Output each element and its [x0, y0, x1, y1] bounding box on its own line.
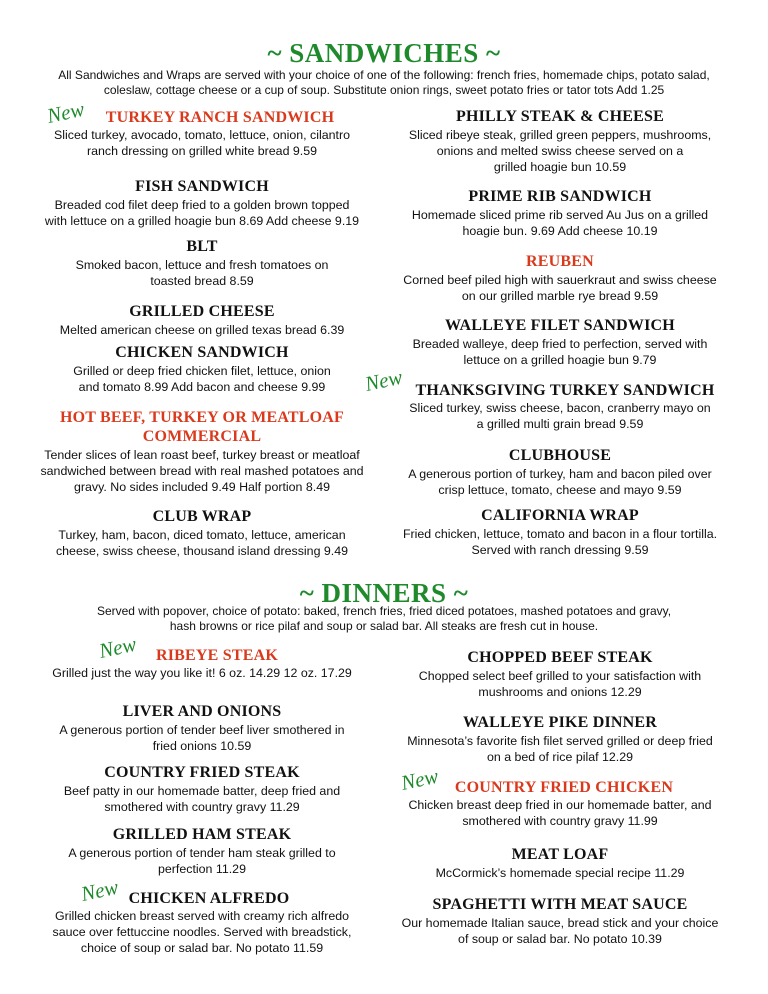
menu-item-spaghetti-meat-sauce: SPAGHETTI WITH MEAT SAUCE Our homemade Italian sauce, bread stick and your choice of soup or salad bar. No potato 10.39 [401, 896, 719, 946]
menu-item-walleye-pike-dinner: WALLEYE PIKE DINNER Minnesota’s favorite fish filet served grilled or deep fried on a bed of rice pilaf 12.29 [407, 714, 713, 764]
new-label: New [44, 96, 87, 129]
sandwiches-title: ~ SANDWICHES ~ [267, 38, 501, 68]
menu-item-country-fried-chicken: COUNTRY FRIED CHICKEN [454, 779, 674, 796]
menu-item-california-wrap: CALIFORNIA WRAP Fried chicken, lettuce, tomato and bacon in a flour tortilla. Served with ranch dressing 9.59 [402, 507, 718, 557]
menu-item-walleye-filet-sandwich: WALLEYE FILET SANDWICH Breaded walleye, deep fried to perfection, served with lettuce on a grilled hoagie bun 9.79 [412, 317, 708, 367]
menu-item-chopped-beef-steak: CHOPPED BEEF STEAK Chopped select beef grilled to your satisfaction with mushrooms and onions 12.29 [418, 649, 702, 699]
menu-item-turkey-ranch: TURKEY RANCH SANDWICH [105, 109, 335, 126]
menu-item-blt: BLT Smoked bacon, lettuce and fresh tomatoes on toasted bread 8.59 [75, 238, 329, 288]
dinners-intro: Served with popover, choice of potato: baked, french fries, fried diced potatoes, mashed potatoes and gravy, hash browns or rice pilaf and soup or salad bar. All steaks are fresh cut in house. [96, 604, 672, 633]
menu-item-clubhouse: CLUBHOUSE A generous portion of turkey, ham and bacon piled over crisp lettuce, tomato, cheese and mayo 9.59 [408, 447, 712, 497]
new-label: New [96, 631, 139, 664]
dinners-title: ~ DINNERS ~ [299, 578, 469, 608]
menu-item-hot-beef-commercial: HOT BEEF, TURKEY OR MEATLOAF COMMERCIAL Tender slices of lean roast beef, turkey breast or meatloaf sandwiched between bread with real mashed potatoes and gravy. No sides included 9.49 Half portion 8.49 [40, 409, 364, 494]
menu-item-turkey-ranch-desc: Sliced turkey, avocado, tomato, lettuce, onion, cilantro ranch dressing on grilled white bread 9.59 [54, 128, 350, 158]
menu-item-ribeye-steak: RIBEYE STEAK [156, 647, 278, 664]
menu-item-chicken-sandwich: CHICKEN SANDWICH Grilled or deep fried chicken filet, lettuce, onion and tomato 8.99 Add bacon and cheese 9.99 [73, 344, 331, 394]
menu-item-thanksgiving-turkey: THANKSGIVING TURKEY SANDWICH [415, 382, 715, 399]
menu-item-liver-and-onions: LIVER AND ONIONS A generous portion of tender beef liver smothered in fried onions 10.59 [59, 703, 345, 753]
menu-item-grilled-cheese: GRILLED CHEESE Melted american cheese on grilled texas bread 6.39 [59, 303, 345, 337]
menu-item-club-wrap: CLUB WRAP Turkey, ham, bacon, diced tomato, lettuce, american cheese, swiss cheese, thousand island dressing 9.49 [55, 508, 349, 558]
menu-item-philly-steak: PHILLY STEAK & CHEESE Sliced ribeye steak, grilled green peppers, mushrooms, onions and melted swiss cheese served on a grilled hoagie bun 10.59 [408, 108, 712, 174]
menu-item-reuben: REUBEN Corned beef piled high with sauerkraut and swiss cheese on our grilled marble rye bread 9.59 [403, 253, 717, 303]
menu-item-fish-sandwich: FISH SANDWICH Breaded cod filet deep fried to a golden brown topped with lettuce on a grilled hoagie bun 8.69 Add cheese 9.19 [44, 178, 360, 228]
new-label: New [78, 874, 121, 907]
menu-item-meat-loaf: MEAT LOAF McCormick’s homemade special recipe 11.29 [435, 846, 685, 880]
sandwiches-intro: All Sandwiches and Wraps are served with your choice of one of the following: french fries, homemade chips, potato salad, coleslaw, cottage cheese or a cup of soup. Substitute onion rings, sweet potato fries or tator tots Add 1.25 [58, 68, 710, 97]
menu-item-ribeye-steak-desc: Grilled just the way you like it! 6 oz. 14.29 12 oz. 17.29 [52, 666, 352, 680]
menu-item-country-fried-chicken-desc: Chicken breast deep fried in our homemade batter, and smothered with country gravy 11.99 [408, 798, 712, 828]
menu-item-grilled-ham-steak: GRILLED HAM STEAK A generous portion of tender ham steak grilled to perfection 11.29 [68, 826, 336, 876]
menu-item-prime-rib-sandwich: PRIME RIB SANDWICH Homemade sliced prime rib served Au Jus on a grilled hoagie bun. 9.69 Add cheese 10.19 [411, 188, 709, 238]
menu-item-country-fried-steak: COUNTRY FRIED STEAK Beef patty in our homemade batter, deep fried and smothered with country gravy 11.29 [63, 764, 341, 814]
menu-item-thanksgiving-turkey-desc: Sliced turkey, swiss cheese, bacon, cranberry mayo on a grilled multi grain bread 9.59 [409, 401, 711, 431]
menu-item-chicken-alfredo-desc: Grilled chicken breast served with creamy rich alfredo sauce over fettuccine noodles. Served with breadstick, choice of soup or salad bar. No potato 11.59 [52, 909, 352, 955]
new-label: New [398, 763, 441, 796]
menu-item-chicken-alfredo: CHICKEN ALFREDO [128, 890, 290, 907]
new-label: New [362, 364, 405, 397]
